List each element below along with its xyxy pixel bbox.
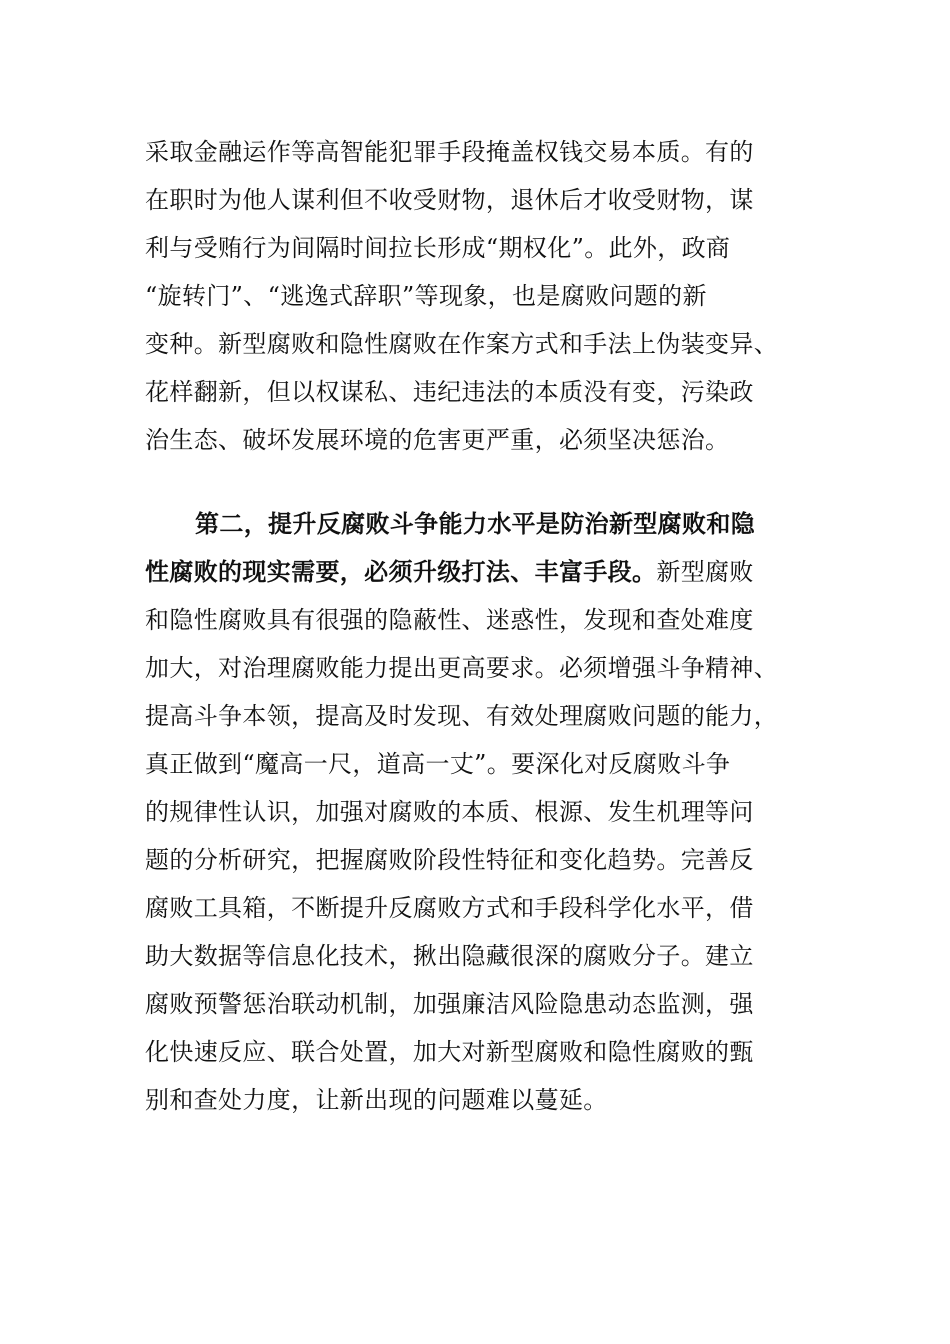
paragraph-1 [145, 128, 790, 464]
bold-heading-text: 性腐败的现实需要，必须升级打法、丰富手段。 [145, 557, 657, 586]
text-line: 在职时为他人谋利但不收受财物，退休后才收受财物，谋 [145, 186, 754, 214]
text-line: 花样翻新，但以权谋私、违纪违法的本质没有变，污染政 [145, 378, 754, 406]
text-line: 别和查处力度，让新出现的问题难以蔓延。 [145, 1086, 608, 1114]
text-line: 题的分析研究，把握腐败阶段性特征和变化趋势。完善反 [145, 846, 754, 874]
text-line: 腐败工具箱，不断提升反腐败方式和手段科学化水平，借 [145, 894, 754, 922]
text-line: 加大，对治理腐败能力提出更高要求。必须增强斗争精神、 [145, 654, 779, 682]
text-line: 的规律性认识，加强对腐败的本质、根源、发生机理等问 [145, 798, 754, 826]
body-text: 新型腐败 [656, 558, 754, 586]
text-line: 真正做到“魔高一尺，道高一丈”。要深化对反腐败斗争 [145, 750, 731, 778]
text-line: 化快速反应、联合处置，加大对新型腐败和隐性腐败的甄 [145, 1038, 754, 1066]
heading-line-1 [145, 500, 790, 548]
text-line: 利与受贿行为间隔时间拉长形成“期权化”。此外，政商 [145, 234, 731, 262]
heading-line-2 [145, 548, 790, 596]
paragraph-2 [145, 500, 790, 1124]
text-line: “旋转门”、“逃逸式辞职”等现象，也是腐败问题的新 [145, 282, 707, 310]
text-line: 腐败预警惩治联动机制，加强廉洁风险隐患动态监测，强 [145, 990, 754, 1018]
text-line: 变种。新型腐败和隐性腐败在作案方式和手法上伪装变异、 [145, 330, 779, 358]
text-line: 助大数据等信息化技术，揪出隐藏很深的腐败分子。建立 [145, 942, 754, 970]
text-line: 和隐性腐败具有很强的隐蔽性、迷惑性，发现和查处难度 [145, 606, 754, 634]
text-line: 提高斗争本领，提高及时发现、有效处理腐败问题的能力， [145, 702, 779, 730]
text-line: 治生态、破坏发展环境的危害更严重，必须坚决惩治。 [145, 426, 730, 454]
bold-heading-text: 第二，提升反腐败斗争能力水平是防治新型腐败和隐 [195, 509, 756, 538]
text-line: 采取金融运作等高智能犯罪手段掩盖权钱交易本质。有的 [145, 138, 754, 166]
